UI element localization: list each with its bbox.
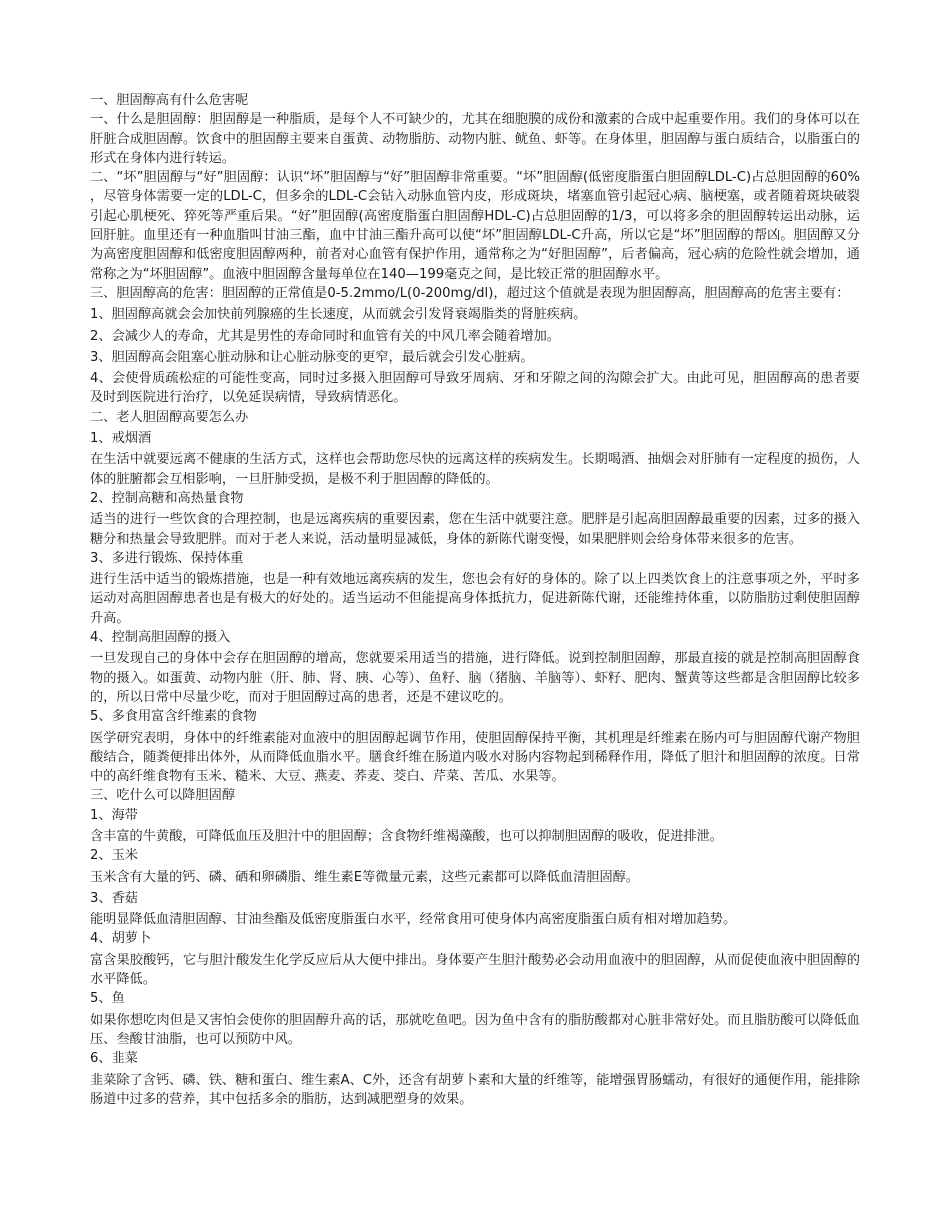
paragraph-good-bad-cholesterol: 二、“坏”胆固醇与“好”胆固醇：认识“坏”胆固醇与“好”胆固醇非常重要。“坏”胆固醇(低密度脂蛋白胆固醇LDL-C)占总胆固醇的60%，尽管身体需要一定的LDL-C，但多余的LDL-C会钻入动脉血管内皮，形成斑块，堵塞血管引起冠心病、脑梗塞，或者随着斑块破裂引起心肌梗死、猝死等严重后果。“好”胆固醇(高密度脂蛋白胆固醇HDL-C)占总胆固醇的1/3，可以将多余的胆固醇转运出动脉，运回肝脏。血里还有一种血脂叫甘油三酯，血中甘油三酯升高可以使“坏”胆固醇LDL-C升高，所以它是“坏”胆固醇的帮凶。胆固醇又分为高密度胆固醇和低密度胆固醇两种，前者对心血管有保护作用，通常称之为“好胆固醇”，后者偏高，冠心病的危险性就会增加，通常称之为“坏胆固醇”。血液中胆固醇含量每单位在140—199毫克之间，是比较正常的胆固醇水平。 (90, 170, 860, 282)
paragraph-control-intake: 一旦发现自己的身体中会存在胆固醇的增高，您就要采用适当的措施，进行降低。说到控制胆固醇，那最直接的就是控制高胆固醇食物的摄入。如蛋黄、动物内脏（肝、肺、肾、胰、心等）、鱼籽、脑（猪脑、羊脑等）、虾籽、肥肉、蟹黄等这些都是含胆固醇比较多的，所以日常中尽量少吃，而对于胆固醇过高的患者，还是不建议吃的。 (90, 651, 860, 705)
paragraph-chives: 韭菜除了含钙、磷、铁、糖和蛋白、维生素A、C外，还含有胡萝卜素和大量的纤维等，能增强胃肠蠕动，有很好的通便作用，能排除肠道中过多的营养，其中包括多余的脂肪，达到减肥塑身的效果。 (90, 1072, 860, 1107)
subheading-kelp: 1、海带 (90, 807, 138, 823)
harm-item-4: 4、会使骨质疏松症的可能性变高，同时过多摄入胆固醇可导致牙周病、牙和牙隙之间的沟隙会扩大。由此可见，胆固醇高的患者要及时到医院进行治疗，以免延误病情，导致病情恶化。 (90, 371, 860, 406)
subheading-chives: 6、韭菜 (90, 1051, 138, 1067)
subheading-control-sugar: 2、控制高糖和高热量食物 (90, 490, 244, 506)
section-heading-3: 三、吃什么可以降胆固醇 (90, 788, 236, 804)
paragraph-mushroom: 能明显降低血清胆固醇、甘油叁酯及低密度脂蛋白水平，经常食用可使身体内高密度脂蛋白质有相对增加趋势。 (90, 912, 737, 928)
paragraph-carrot: 富含果胶酸钙，它与胆汁酸发生化学反应后从大便中排出。身体要产生胆汁酸势必会动用血液中的胆固醇，从而促使血液中胆固醇的水平降低。 (90, 952, 860, 988)
subheading-fish: 5、鱼 (90, 991, 125, 1007)
harm-item-2: 2、会减少人的寿命，尤其是男性的寿命同时和血管有关的中风几率会随着增加。 (90, 328, 560, 344)
section-heading-1: 一、胆固醇高有什么危害呢 (90, 93, 249, 108)
document-page (90, 91, 860, 1109)
paragraph-control-sugar: 适当的进行一些饮食的合理控制，也是远离疾病的重要因素，您在生活中就要注意。肥胖是引起高胆固醇最重要的因素，过多的摄入糖分和热量会导致肥胖。而对于老人来说，活动量明显减低，身体的新陈代谢变慢，如果肥胖则会给身体带来很多的危害。 (90, 512, 860, 547)
paragraph-harm-intro: 三、胆固醇高的危害：胆固醇的正常值是0-5.2mmo/L(0-200mg/dl)，超过这个值就是表现为胆固醇高，胆固醇高的危害主要有： (90, 285, 850, 301)
paragraph-fish: 如果你想吃肉但是又害怕会使你的胆固醇升高的话，那就吃鱼吧。因为鱼中含有的脂肪酸都对心脏非常好处。而且脂肪酸可以降低血压、叁酸甘油脂，也可以预防中风。 (90, 1012, 860, 1047)
subheading-corn: 2、玉米 (90, 848, 138, 864)
harm-item-1: 1、胆固醇高就会会加快前列腺癌的生长速度，从而就会引发肾衰竭脂类的肾脏疾病。 (90, 307, 587, 323)
paragraph-fiber: 医学研究表明，身体中的纤维素能对血液中的胆固醇起调节作用，使胆固醇保持平衡，其机理是纤维素在肠内可与胆固醇代谢产物胆酸结合，随粪便排出体外，从而降低血脂水平。膳食纤维在肠道内吸水对肠内容物起到稀释作用，降低了胆汁和胆固醇的浓度。日常中的高纤维食物有玉米、糙米、大豆、燕麦、荞麦、茭白、芹菜、苦瓜、水果等。 (90, 730, 860, 785)
subheading-carrot: 4、胡萝卜 (90, 931, 152, 947)
paragraph-corn: 玉米含有大量的钙、磷、硒和卵磷脂、维生素E等微量元素，这些元素都可以降低血清胆固醇。 (90, 869, 640, 885)
section-heading-2: 二、老人胆固醇高要怎么办 (90, 409, 249, 425)
paragraph-quit-smoking: 在生活中就要远离不健康的生活方式，这样也会帮助您尽快的远离这样的疾病发生。长期喝酒、抽烟会对肝肺有一定程度的损伤，人体的脏腑都会互相影响，一旦肝肺受损，是极不利于胆固醇的降低的。 (90, 452, 860, 487)
subheading-fiber: 5、多食用富含纤维素的食物 (90, 709, 257, 725)
subheading-control-intake: 4、控制高胆固醇的摄入 (90, 630, 231, 646)
paragraph-exercise: 进行生活中适当的锻炼措施，也是一种有效地远离疾病的发生，您也会有好的身体的。除了以上四类饮食上的注意事项之外，平时多运动对高胆固醇患者也是有极大的好处的。适当运动不但能提高身体抵抗力，促进新陈代谢，还能维持体重，以防脂肪过剩使胆固醇升高。 (90, 572, 860, 626)
subheading-mushroom: 3、香菇 (90, 890, 138, 906)
subheading-quit-smoking: 1、戒烟酒 (90, 431, 152, 447)
subheading-exercise: 3、多进行锻炼、保持体重 (90, 550, 244, 566)
harm-item-3: 3、胆固醇高会阻塞心脏动脉和让心脏动脉变的更窄，最后就会引发心脏病。 (90, 349, 534, 365)
paragraph-kelp: 含丰富的牛黄酸，可降低血压及胆汁中的胆固醇；含食物纤维褐藻酸，也可以抑制胆固醇的吸收，促进排泄。 (90, 828, 723, 844)
paragraph-what-is-cholesterol: 一、什么是胆固醇：胆固醇是一种脂质，是每个人不可缺少的，尤其在细胞膜的成份和激素的合成中起重要作用。我们的身体可以在肝脏合成胆固醇。饮食中的胆固醇主要来自蛋黄、动物脂肪、动物内脏、鱿鱼、虾等。在身体里，胆固醇与蛋白质结合，以脂蛋白的形式在身体内进行转运。 (90, 112, 860, 166)
